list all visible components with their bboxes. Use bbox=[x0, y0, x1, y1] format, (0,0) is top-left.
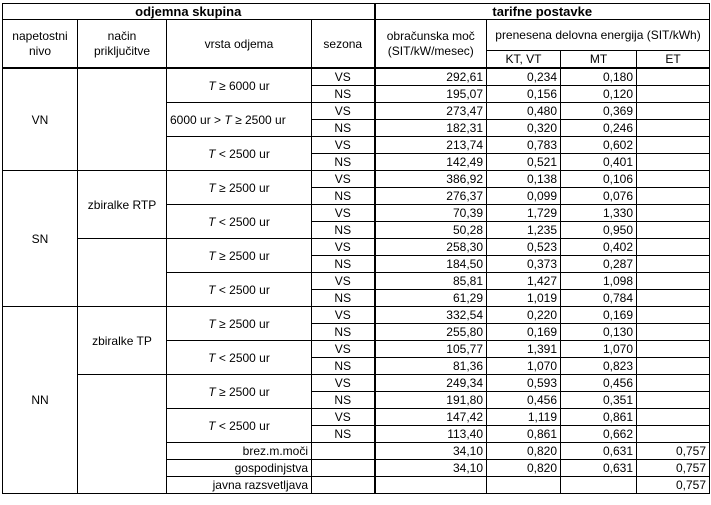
season-cell: VS bbox=[312, 137, 375, 154]
power-cell: 255,80 bbox=[375, 324, 487, 341]
season-cell: VS bbox=[312, 307, 375, 324]
consumption-vn-lt2500 bbox=[167, 137, 312, 171]
group-header-consumer: odjemna skupina bbox=[3, 4, 375, 20]
season-cell bbox=[312, 443, 375, 460]
range-suffix: ≥ 2500 ur bbox=[235, 112, 286, 127]
table-row bbox=[3, 375, 710, 392]
power-cell: 184,50 bbox=[375, 256, 487, 273]
et-cell bbox=[637, 205, 710, 222]
kt-vt-cell: 0,820 bbox=[487, 460, 561, 477]
mt-cell: 0,130 bbox=[561, 324, 637, 341]
et-cell bbox=[637, 188, 710, 205]
connection-sn-rtp: zbiralke RTP bbox=[78, 171, 167, 239]
consumption-sn-rtp-ge2500 bbox=[167, 171, 312, 205]
power-cell: 182,31 bbox=[375, 120, 487, 137]
et-cell bbox=[637, 256, 710, 273]
power-cell: 249,34 bbox=[375, 375, 487, 392]
season-cell: VS bbox=[312, 205, 375, 222]
season-cell: NS bbox=[312, 154, 375, 171]
season-cell: NS bbox=[312, 86, 375, 103]
mt-cell: 0,120 bbox=[561, 86, 637, 103]
kt-vt-cell: 0,373 bbox=[487, 256, 561, 273]
et-cell bbox=[637, 137, 710, 154]
col-header-voltage: napetostni nivo bbox=[3, 20, 78, 69]
mt-cell: 0,631 bbox=[561, 443, 637, 460]
t-symbol: T bbox=[208, 350, 216, 365]
power-cell: 81,36 bbox=[375, 358, 487, 375]
season-cell: NS bbox=[312, 392, 375, 409]
power-cell: 113,40 bbox=[375, 426, 487, 443]
col-header-power: obračunska moč (SIT/kW/mesec) bbox=[375, 20, 487, 69]
et-cell bbox=[637, 171, 710, 188]
mt-cell: 0,602 bbox=[561, 137, 637, 154]
power-cell: 332,54 bbox=[375, 307, 487, 324]
kt-vt-cell: 0,820 bbox=[487, 443, 561, 460]
t-symbol: T bbox=[208, 418, 216, 433]
connection-sn-other bbox=[78, 239, 167, 307]
consumption-condition: < 2500 ur bbox=[218, 418, 270, 433]
kt-vt-cell: 0,156 bbox=[487, 86, 561, 103]
power-cell: 142,49 bbox=[375, 154, 487, 171]
mt-cell: 0,351 bbox=[561, 392, 637, 409]
level-sn: SN bbox=[3, 171, 78, 307]
et-cell bbox=[637, 341, 710, 358]
season-cell: VS bbox=[312, 103, 375, 120]
mt-cell: 1,070 bbox=[561, 341, 637, 358]
et-cell bbox=[637, 68, 710, 86]
power-cell: 34,10 bbox=[375, 460, 487, 477]
mt-cell: 0,402 bbox=[561, 239, 637, 256]
season-cell bbox=[312, 460, 375, 477]
kt-vt-cell: 0,234 bbox=[487, 68, 561, 86]
t-symbol: T bbox=[208, 146, 216, 161]
season-cell: NS bbox=[312, 222, 375, 239]
season-cell: NS bbox=[312, 290, 375, 307]
table-row bbox=[3, 171, 710, 188]
consumption-sn-ge2500 bbox=[167, 239, 312, 273]
power-cell: 273,47 bbox=[375, 103, 487, 120]
season-cell: NS bbox=[312, 324, 375, 341]
sub-header-mt: MT bbox=[561, 51, 637, 69]
power-cell bbox=[375, 477, 487, 494]
et-cell bbox=[637, 307, 710, 324]
consumption-condition: < 2500 ur bbox=[218, 146, 270, 161]
consumption-nn-lt2500 bbox=[167, 409, 312, 443]
season-cell: NS bbox=[312, 188, 375, 205]
et-cell bbox=[637, 222, 710, 239]
power-cell: 258,30 bbox=[375, 239, 487, 256]
table-row bbox=[3, 307, 710, 324]
mt-cell: 0,456 bbox=[561, 375, 637, 392]
kt-vt-cell: 1,070 bbox=[487, 358, 561, 375]
power-cell: 292,61 bbox=[375, 68, 487, 86]
t-symbol: T bbox=[208, 282, 216, 297]
mt-cell: 0,180 bbox=[561, 68, 637, 86]
consumption-condition: < 2500 ur bbox=[218, 282, 270, 297]
t-symbol: T bbox=[208, 384, 216, 399]
kt-vt-cell: 1,729 bbox=[487, 205, 561, 222]
season-cell: VS bbox=[312, 273, 375, 290]
level-nn: NN bbox=[3, 307, 78, 494]
tariff-table bbox=[2, 3, 710, 494]
et-cell bbox=[637, 375, 710, 392]
season-cell: NS bbox=[312, 120, 375, 137]
power-cell: 105,77 bbox=[375, 341, 487, 358]
et-cell bbox=[637, 120, 710, 137]
col-header-consumption: vrsta odjema bbox=[167, 20, 312, 69]
mt-cell: 0,076 bbox=[561, 188, 637, 205]
consumption-condition: < 2500 ur bbox=[218, 214, 270, 229]
mt-cell: 0,950 bbox=[561, 222, 637, 239]
mt-cell: 0,823 bbox=[561, 358, 637, 375]
consumption-nn-ge2500 bbox=[167, 375, 312, 409]
group-header-tariff: tarifne postavke bbox=[375, 4, 710, 20]
col-header-energy: prenesena delovna energija (SIT/kWh) bbox=[487, 20, 710, 51]
consumption-nn-tp-lt2500 bbox=[167, 341, 312, 375]
consumption-condition: < 2500 ur bbox=[218, 350, 270, 365]
power-cell: 386,92 bbox=[375, 171, 487, 188]
et-cell: 0,757 bbox=[637, 477, 710, 494]
consumption-brez: brez.m.moči bbox=[167, 443, 312, 460]
mt-cell: 0,662 bbox=[561, 426, 637, 443]
kt-vt-cell: 0,220 bbox=[487, 307, 561, 324]
kt-vt-cell: 0,521 bbox=[487, 154, 561, 171]
et-cell bbox=[637, 409, 710, 426]
mt-cell: 0,401 bbox=[561, 154, 637, 171]
consumption-condition: ≥ 2500 ur bbox=[219, 384, 270, 399]
connection-vn bbox=[78, 68, 167, 171]
power-cell: 85,81 bbox=[375, 273, 487, 290]
kt-vt-cell: 0,099 bbox=[487, 188, 561, 205]
et-cell bbox=[637, 324, 710, 341]
power-cell: 191,80 bbox=[375, 392, 487, 409]
kt-vt-cell: 1,019 bbox=[487, 290, 561, 307]
t-symbol: T bbox=[208, 180, 216, 195]
et-cell bbox=[637, 358, 710, 375]
consumption-vn-range bbox=[167, 103, 312, 137]
et-cell: 0,757 bbox=[637, 460, 710, 477]
mt-cell: 1,098 bbox=[561, 273, 637, 290]
consumption-condition: ≥ 6000 ur bbox=[219, 78, 270, 93]
mt-cell: 0,169 bbox=[561, 307, 637, 324]
season-cell: NS bbox=[312, 256, 375, 273]
table-row bbox=[3, 68, 710, 86]
connection-nn-other bbox=[78, 375, 167, 494]
t-symbol: T bbox=[208, 214, 216, 229]
mt-cell bbox=[561, 477, 637, 494]
et-cell bbox=[637, 239, 710, 256]
power-cell: 61,29 bbox=[375, 290, 487, 307]
level-vn: VN bbox=[3, 68, 78, 171]
col-header-connection: način priključitve bbox=[78, 20, 167, 69]
power-cell: 276,37 bbox=[375, 188, 487, 205]
et-cell bbox=[637, 426, 710, 443]
et-cell: 0,757 bbox=[637, 443, 710, 460]
mt-cell: 1,330 bbox=[561, 205, 637, 222]
et-cell bbox=[637, 154, 710, 171]
kt-vt-cell bbox=[487, 477, 561, 494]
season-cell: VS bbox=[312, 68, 375, 86]
table-row bbox=[3, 239, 710, 256]
mt-cell: 0,246 bbox=[561, 120, 637, 137]
mt-cell: 0,106 bbox=[561, 171, 637, 188]
range-prefix: 6000 ur > bbox=[170, 112, 222, 127]
power-cell: 34,10 bbox=[375, 443, 487, 460]
consumption-vn-ge6000 bbox=[167, 68, 312, 103]
kt-vt-cell: 0,169 bbox=[487, 324, 561, 341]
power-cell: 147,42 bbox=[375, 409, 487, 426]
season-cell: VS bbox=[312, 171, 375, 188]
season-cell: NS bbox=[312, 358, 375, 375]
mt-cell: 0,287 bbox=[561, 256, 637, 273]
kt-vt-cell: 1,427 bbox=[487, 273, 561, 290]
season-cell: NS bbox=[312, 426, 375, 443]
consumption-sn-rtp-lt2500 bbox=[167, 205, 312, 239]
kt-vt-cell: 0,523 bbox=[487, 239, 561, 256]
season-cell: VS bbox=[312, 341, 375, 358]
mt-cell: 0,631 bbox=[561, 460, 637, 477]
consumption-condition: ≥ 2500 ur bbox=[219, 316, 270, 331]
t-symbol: T bbox=[208, 78, 216, 93]
t-symbol: T bbox=[208, 316, 216, 331]
t-symbol: T bbox=[224, 112, 232, 127]
mt-cell: 0,784 bbox=[561, 290, 637, 307]
sub-header-et: ET bbox=[637, 51, 710, 69]
power-cell: 70,39 bbox=[375, 205, 487, 222]
kt-vt-cell: 0,138 bbox=[487, 171, 561, 188]
consumption-sn-lt2500 bbox=[167, 273, 312, 307]
et-cell bbox=[637, 86, 710, 103]
consumption-javna: javna razsvetljava bbox=[167, 477, 312, 494]
connection-nn-tp: zbiralke TP bbox=[78, 307, 167, 375]
kt-vt-cell: 0,456 bbox=[487, 392, 561, 409]
kt-vt-cell: 1,391 bbox=[487, 341, 561, 358]
consumption-condition: ≥ 2500 ur bbox=[219, 248, 270, 263]
mt-cell: 0,861 bbox=[561, 409, 637, 426]
kt-vt-cell: 0,480 bbox=[487, 103, 561, 120]
season-cell: VS bbox=[312, 409, 375, 426]
consumption-condition: ≥ 2500 ur bbox=[219, 180, 270, 195]
sub-header-kt-vt: KT, VT bbox=[487, 51, 561, 69]
mt-cell: 0,369 bbox=[561, 103, 637, 120]
et-cell bbox=[637, 273, 710, 290]
kt-vt-cell: 1,119 bbox=[487, 409, 561, 426]
kt-vt-cell: 0,320 bbox=[487, 120, 561, 137]
et-cell bbox=[637, 103, 710, 120]
kt-vt-cell: 1,235 bbox=[487, 222, 561, 239]
season-cell: VS bbox=[312, 239, 375, 256]
et-cell bbox=[637, 290, 710, 307]
power-cell: 213,74 bbox=[375, 137, 487, 154]
season-cell: VS bbox=[312, 375, 375, 392]
season-cell bbox=[312, 477, 375, 494]
kt-vt-cell: 0,861 bbox=[487, 426, 561, 443]
kt-vt-cell: 0,593 bbox=[487, 375, 561, 392]
col-header-season: sezona bbox=[312, 20, 375, 69]
power-cell: 50,28 bbox=[375, 222, 487, 239]
consumption-nn-tp-ge2500 bbox=[167, 307, 312, 341]
t-symbol: T bbox=[208, 248, 216, 263]
power-cell: 195,07 bbox=[375, 86, 487, 103]
et-cell bbox=[637, 392, 710, 409]
kt-vt-cell: 0,783 bbox=[487, 137, 561, 154]
consumption-gosp: gospodinjstva bbox=[167, 460, 312, 477]
